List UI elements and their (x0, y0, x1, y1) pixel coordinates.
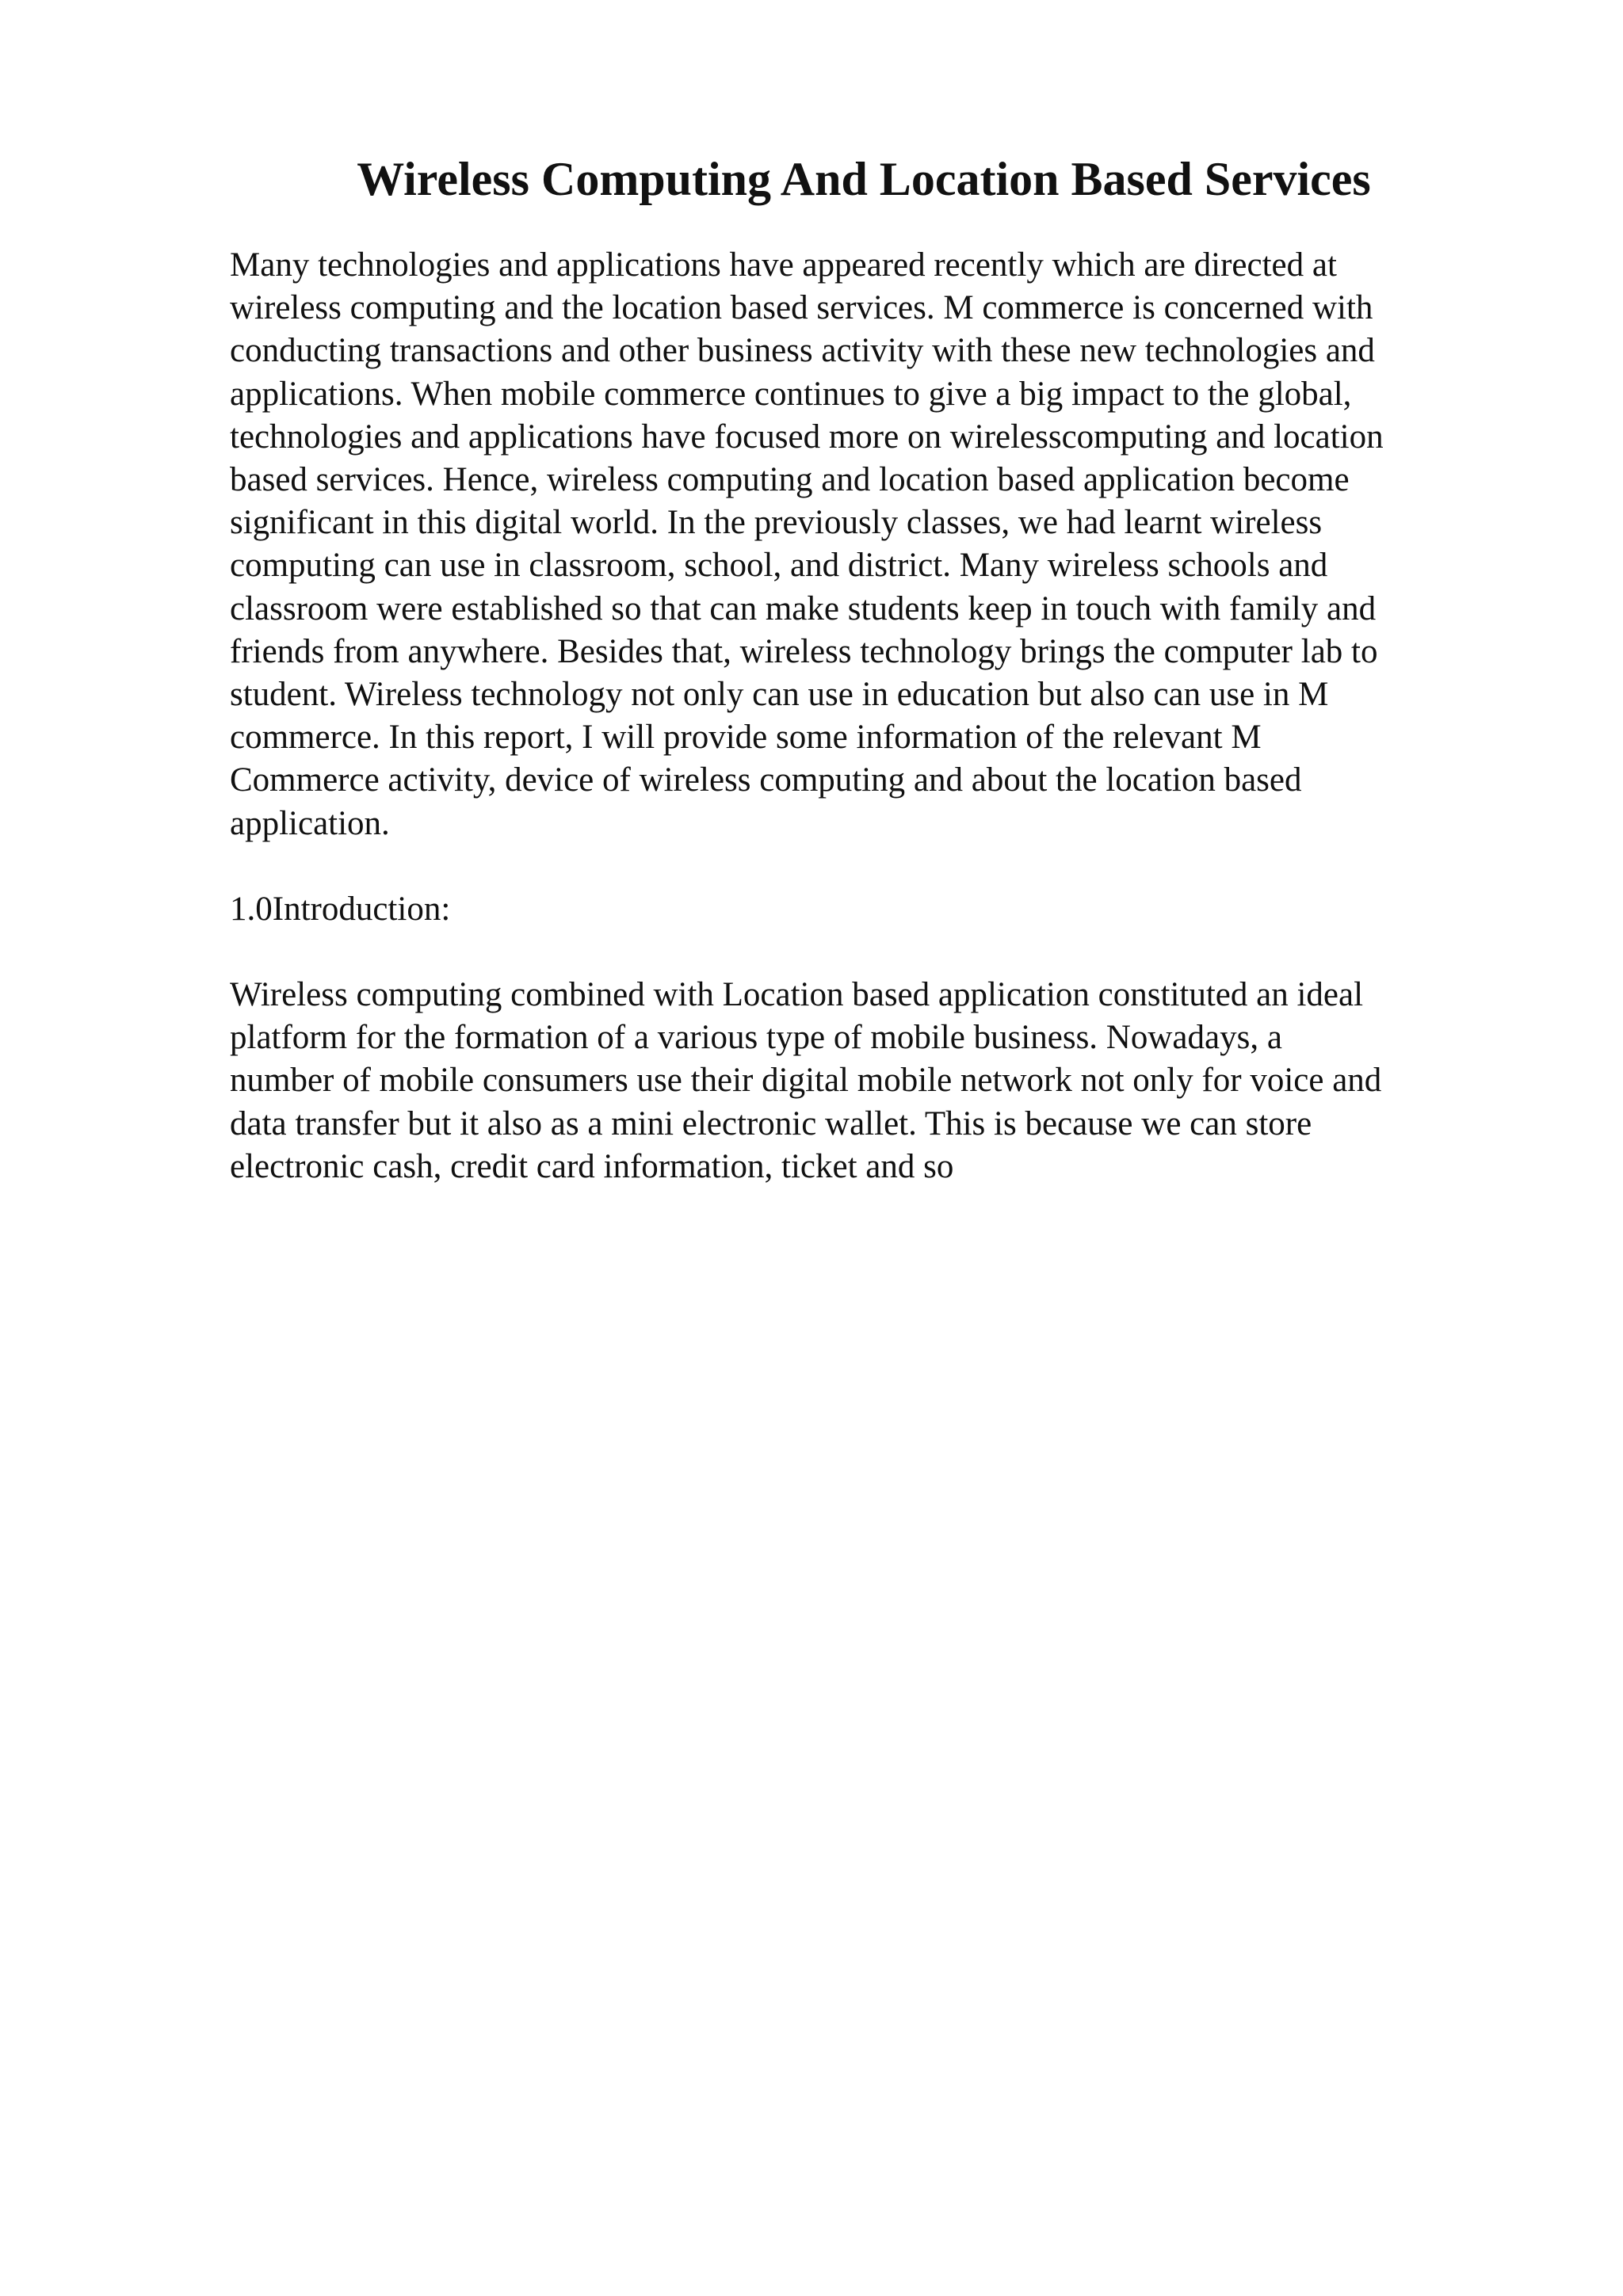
document-body (230, 244, 1482, 1231)
introduction-paragraph (230, 974, 1482, 1188)
paragraph-line: number of mobile consumers use their digital mobile network not only for voice and (230, 1062, 1382, 1100)
paragraph-line: based services. Hence, wireless computing and location based application become (230, 461, 1350, 499)
paragraph-line: Wireless computing combined with Location based application constituted an ideal (230, 976, 1364, 1014)
paragraph-line: Many technologies and applications have appeared recently which are directed at (230, 246, 1337, 284)
paragraph-line: conducting transactions and other business activity with these new technologies and (230, 332, 1375, 370)
paragraph-line: significant in this digital world. In the previously classes, we had learnt wireless (230, 504, 1323, 542)
paragraph-line: commerce. In this report, I will provide some information of the relevant M (230, 719, 1262, 757)
paragraph-line: applications. When mobile commerce continues to give a big impact to the global, (230, 375, 1352, 413)
paragraph-line: application. (230, 804, 390, 842)
paragraph-line: student. Wireless technology not only can use in education but also can use in M (230, 676, 1329, 714)
paragraph-line: technologies and applications have focused more on wirelesscomputing and location (230, 418, 1384, 456)
section-heading-text: 1.0Introduction: (230, 890, 451, 928)
paragraph-line: wireless computing and the location based services. M commerce is concerned with (230, 289, 1373, 327)
paragraph-line: electronic cash, credit card information, ticket and so (230, 1147, 954, 1185)
intro-paragraph (230, 244, 1482, 845)
document-title: Wireless Computing And Location Based Services (357, 153, 1371, 205)
section-heading (230, 888, 1482, 931)
paragraph-line: Commerce activity, device of wireless computing and about the location based (230, 761, 1302, 799)
paragraph-line: classroom were established so that can make students keep in touch with family and (230, 589, 1377, 627)
paragraph-line: friends from anywhere. Besides that, wireless technology brings the computer lab to (230, 632, 1378, 670)
paragraph-line: data transfer but it also as a mini electronic wallet. This is because we can store (230, 1104, 1312, 1142)
paragraph-line: computing can use in classroom, school, and district. Many wireless schools and (230, 547, 1328, 585)
paragraph-line: platform for the formation of a various type of mobile business. Nowadays, a (230, 1019, 1282, 1057)
